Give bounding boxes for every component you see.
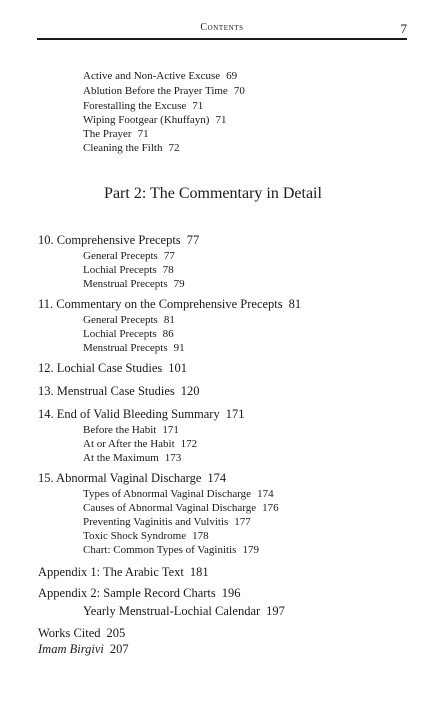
toc-works-cited: Works Cited 205 [38, 626, 126, 640]
toc-imam-birgivi: Imam Birgivi 207 [38, 642, 129, 656]
toc-subentry: Before the Habit 171 [83, 424, 179, 436]
toc-appendix: Appendix 1: The Arabic Text 181 [38, 565, 209, 579]
toc-subentry: General Precepts 81 [83, 314, 175, 326]
header-rule [37, 38, 407, 40]
toc-chapter: 10. Comprehensive Precepts 77 [38, 233, 200, 247]
toc-subentry: General Precepts 77 [83, 250, 175, 262]
toc-entry: Wiping Footgear (Khuffayn) 71 [83, 114, 227, 126]
page-number: 7 [400, 21, 407, 36]
toc-subentry: Yearly Menstrual-Lochial Calendar 197 [83, 604, 285, 618]
toc-subentry: Types of Abnormal Vaginal Discharge 174 [83, 488, 274, 500]
toc-subentry: Menstrual Precepts 91 [83, 342, 185, 354]
toc-chapter: 15. Abnormal Vaginal Discharge 174 [38, 471, 227, 485]
toc-entry: The Prayer 71 [83, 128, 149, 140]
toc-subentry: At the Maximum 173 [83, 452, 182, 464]
running-header-title: Contents [200, 22, 244, 33]
toc-subentry: Toxic Shock Syndrome 178 [83, 530, 209, 542]
toc-subentry: Lochial Precepts 86 [83, 328, 174, 340]
toc-subentry: Menstrual Precepts 79 [83, 278, 185, 290]
toc-chapter: 13. Menstrual Case Studies 120 [38, 384, 200, 398]
toc-chapter: 12. Lochial Case Studies 101 [38, 361, 188, 375]
toc-entry: Active and Non-Active Excuse 69 [83, 70, 238, 82]
toc-entry: Cleaning the Filth 72 [83, 142, 180, 154]
part-heading: Part 2: The Commentary in Detail [104, 185, 322, 202]
toc-chapter: 14. End of Valid Bleeding Summary 171 [38, 407, 245, 421]
toc-appendix: Appendix 2: Sample Record Charts 196 [38, 586, 241, 600]
toc-subentry: Chart: Common Types of Vaginitis 179 [83, 544, 259, 556]
toc-entry: Forestalling the Excuse 71 [83, 100, 204, 112]
toc-chapter: 11. Commentary on the Comprehensive Precepts 81 [38, 297, 302, 311]
toc-subentry: Causes of Abnormal Vaginal Discharge 176 [83, 502, 279, 514]
toc-subentry: Preventing Vaginitis and Vulvitis 177 [83, 516, 251, 528]
toc-entry: Ablution Before the Prayer Time 70 [83, 85, 245, 97]
toc-subentry: At or After the Habit 172 [83, 438, 198, 450]
toc-subentry: Lochial Precepts 78 [83, 264, 174, 276]
